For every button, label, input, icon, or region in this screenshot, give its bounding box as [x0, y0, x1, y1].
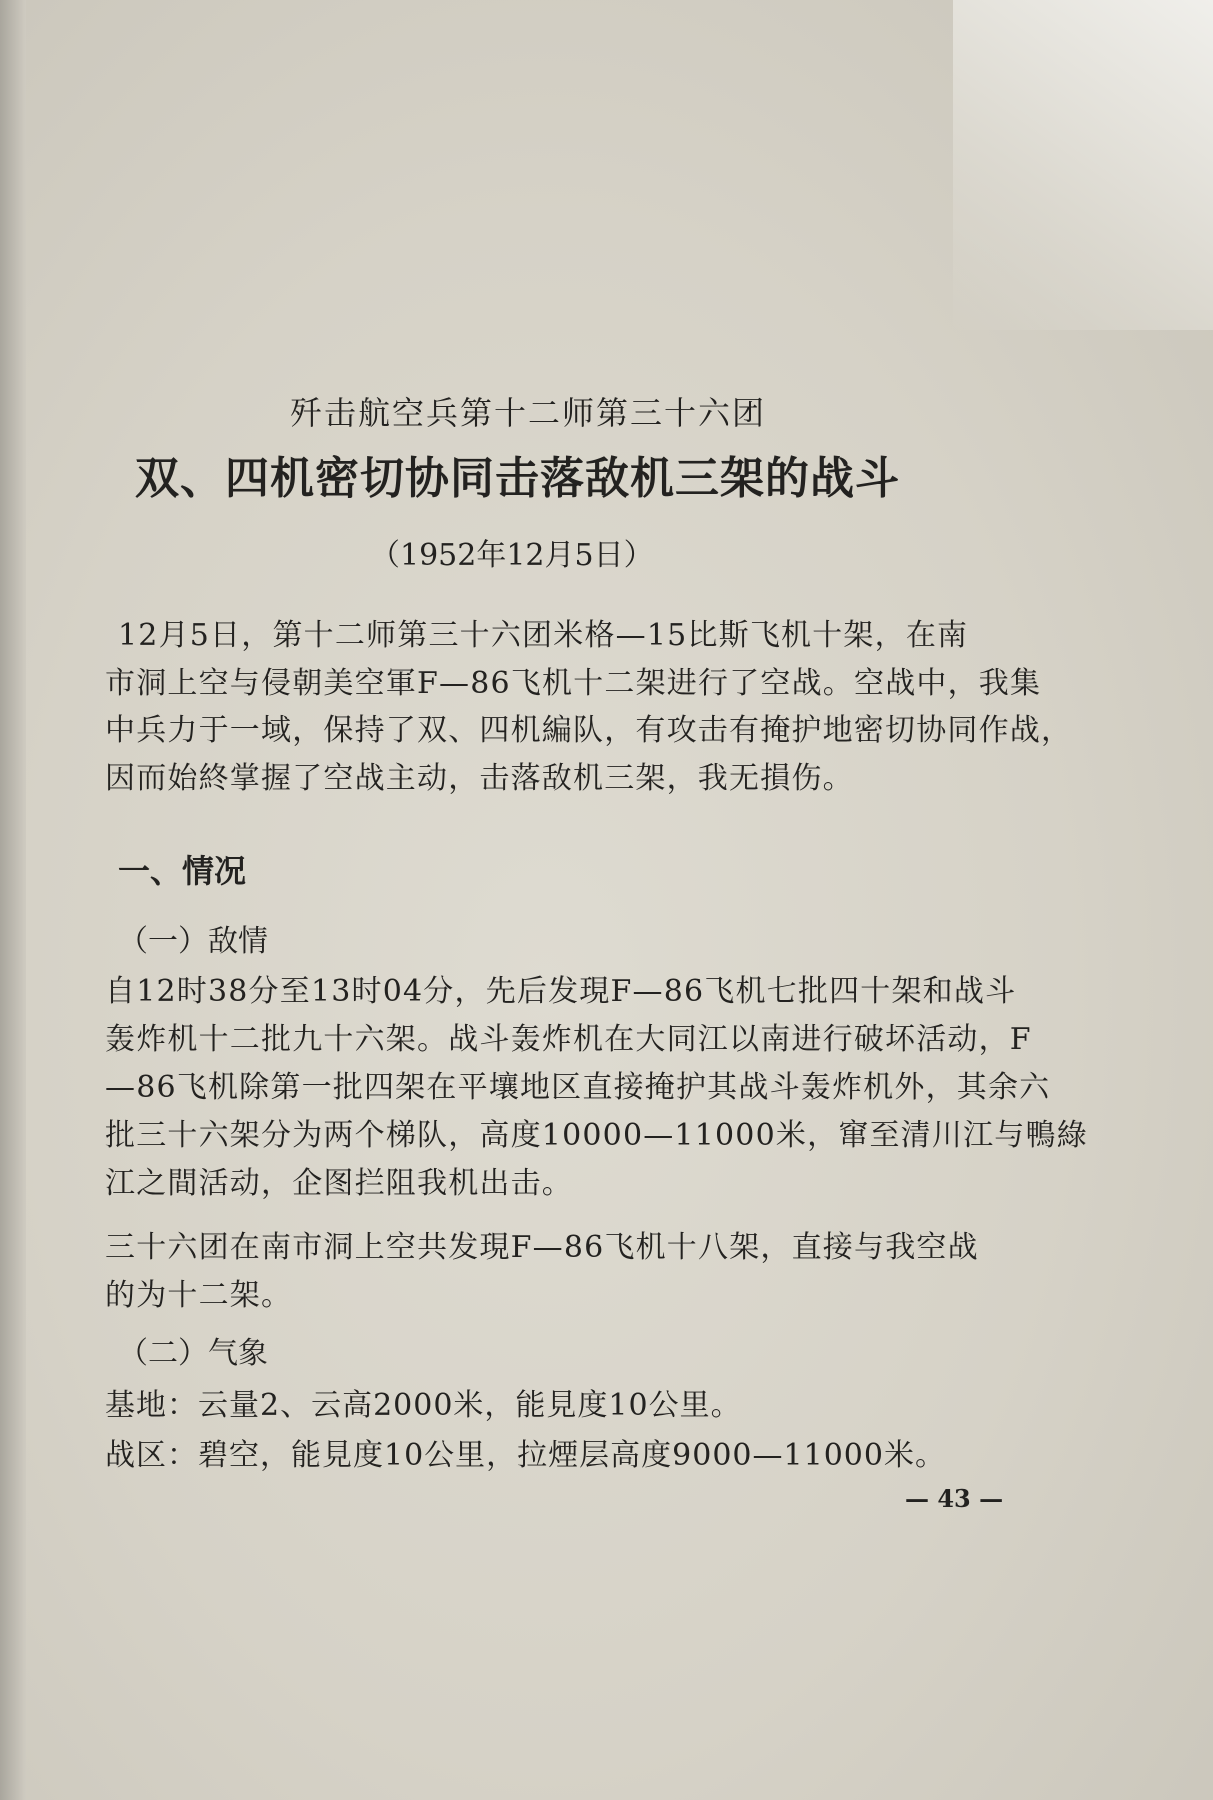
weather-line: 基地：云量2、云高2000米，能見度10公里。 — [105, 1388, 742, 1423]
paragraph-line: 批三十六架分为两个梯队，高度10000—11000米，窜至清川江与鴨綠 — [105, 1118, 1088, 1153]
section-heading: 一、情况 — [118, 852, 247, 890]
paragraph-line: 江之間活动，企图拦阻我机出击。 — [105, 1166, 573, 1201]
paragraph-line: 的为十二架。 — [105, 1278, 293, 1313]
article-date: （1952年12月5日） — [370, 538, 654, 573]
page-corner-highlight — [953, 0, 1213, 330]
unit-subtitle: 歼击航空兵第十二师第三十六团 — [290, 394, 767, 432]
page-edge-shadow — [0, 0, 26, 1800]
paragraph-line: —86飞机除第一批四架在平壤地区直接掩护其战斗轰炸机外，其余六 — [105, 1070, 1051, 1105]
weather-line: 战区：碧空，能見度10公里，拉煙层高度9000—11000米。 — [105, 1438, 946, 1473]
article-title: 双、四机密切协同击落敌机三架的战斗 — [135, 453, 900, 504]
intro-line: 市洞上空与侵朝美空軍F—86飞机十二架进行了空战。空战中，我集 — [105, 666, 1042, 701]
paragraph-line: 轰炸机十二批九十六架。战斗轰炸机在大同江以南进行破坏活动，F — [105, 1022, 1032, 1057]
subsection-heading: （二）气象 — [118, 1336, 268, 1371]
intro-line: 12月5日，第十二师第三十六团米格—15比斯飞机十架，在南 — [118, 618, 969, 653]
intro-line: 因而始終掌握了空战主动，击落敌机三架，我无損伤。 — [105, 761, 854, 796]
intro-line: 中兵力于一域，保持了双、四机編队，有攻击有掩护地密切协同作战， — [105, 713, 1073, 748]
paragraph-line: 自12时38分至13时04分，先后发現F—86飞机七批四十架和战斗 — [105, 974, 1017, 1009]
subsection-heading: （一）敌情 — [118, 924, 268, 959]
page-number: — 43 — — [905, 1484, 1004, 1513]
paragraph-line: 三十六团在南市洞上空共发現F—86飞机十八架，直接与我空战 — [105, 1230, 979, 1265]
